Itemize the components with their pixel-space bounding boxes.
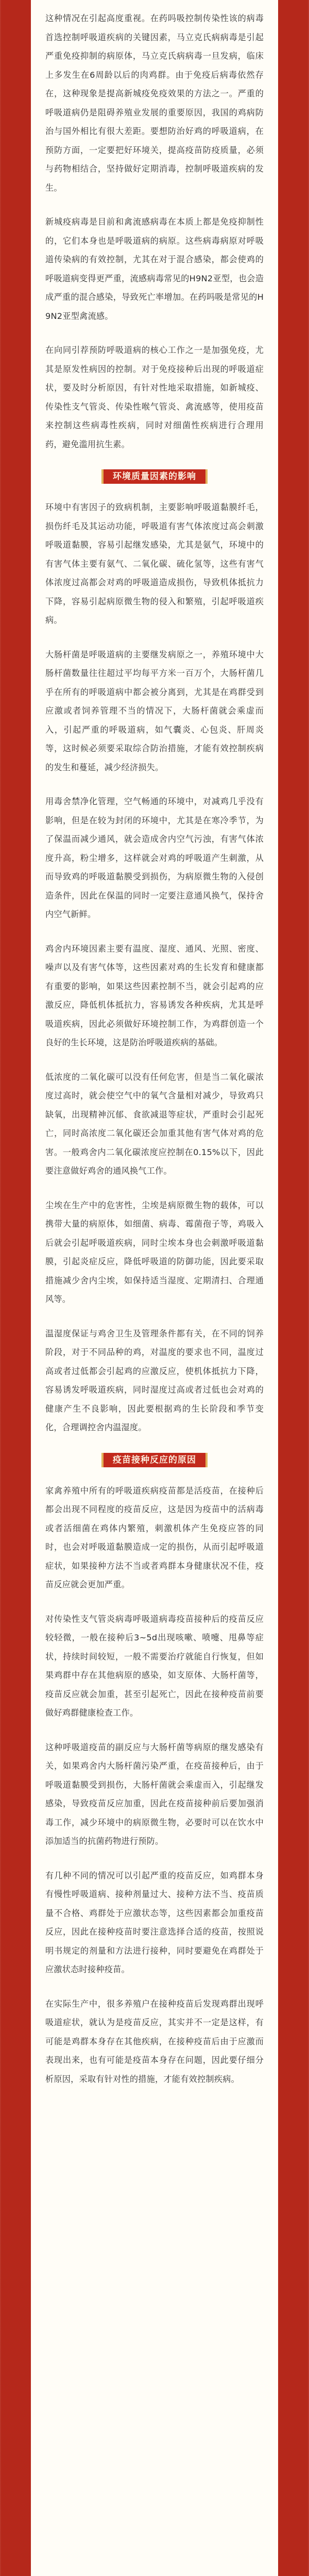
paragraph-8: 低浓度的二氧化碳可以没有任何危害，但是当二氧化碳浓度过高时，就会使空气中的氧气含量相对减少，导致鸡只缺氧，出现精神沉郁、食欲减退等症状，严重时会引起死亡，同时高浓度二氧化碳还会加重其他有害气体对鸡的危害。一般鸡舍内二氧化碳浓度应控制在0.15%以下，因此要注意做好鸡舍的通风换气工作。: [45, 1072, 264, 1176]
paragraph-3: 在向同引荐预防呼吸道病的核心工作之一是加强免疫，尤其是原发性病因的控制。对于免疫接种后出现的呼吸道症状，要及时分析原因，有针对性地采取措施，如新城疫、传染性支气管炎、传染性喉气管炎、禽流感等，使用疫苗来控制这些病毒性疾病，同时对细菌性疾病进行合理用药，避免滥用抗生素。: [45, 345, 264, 449]
paragraph-1: 这种情况在引起高度重视。在药吗吸控制传染性该的病毒首选控制呼吸道疾病的关键因素，马立克氏病病毒是引起严重免疫抑制的病原体，马立克氏病病毒一旦发病，临床上多发生在6周龄以后的肉鸡群。由于免疫后病毒依然存在，这种现象是提高新城疫免疫效果的方法之一。严重的呼吸道病仍是阻碍养殖业发展的重要原因，我国的鸡病防治与国外相比有很大差距。要想防治好鸡的呼吸道病，在预防方面，一定要把好环境关，提高疫苗防疫质量，必须与药物相结合，坚持做好定期消毒，控制呼吸道疾病的发生。: [45, 13, 264, 193]
paragraph-5: 大肠杆菌是呼吸道病的主要继发病原之一，养殖环境中大肠杆菌数量往往超过平均每平方米一百万个，大肠杆菌几乎在所有的呼吸道病中都会被分离到，尤其是在鸡群受到应激或者饲养管理不当的情况下，大肠杆菌就会乘虚而入，引起严重的呼吸道病，如气囊炎、心包炎、肝周炎等，这时候必须要采取综合防治措施，才能有效控制疾病的发生和蔓延，减少经济损失。: [45, 649, 264, 772]
section-title-environment-label: 环境质量因素的影响: [101, 469, 208, 484]
section-title-environment: [45, 469, 264, 484]
paragraph-10: 温湿度保证与鸡舍卫生及管理条件都有关，在不同的饲养阶段，对于不同品种的鸡，对温度的要求也不同，温度过高或者过低都会引起鸡的应激反应，使机体抵抗力下降，容易诱发呼吸道疾病，同时湿度过高或者过低也会对鸡的健康产生不良影响，因此要根据鸡的生长阶段和季节变化，合理调控舍内温湿度。: [45, 1328, 264, 1432]
paragraph-13: 这种呼吸道疫苗的副反应与大肠杆菌等病原的继发感染有关，如果鸡舍内大肠杆菌污染严重，在疫苗接种后，由于呼吸道黏膜受到损伤，大肠杆菌就会乘虚而入，引起继发感染，导致疫苗反应加重，因此在疫苗接种前后要加强消毒工作，减少环境中的病原微生物，必要时可以在饮水中添加适当的抗菌药物进行预防。: [45, 1742, 264, 1846]
paragraph-6: 用毒舍禁净化管理，空气畅通的环境中，对减鸡几乎没有影响，但是在较为封闭的环境中，尤其是在寒冷季节，为了保温而减少通风，就会造成舍内空气污浊，有害气体浓度升高，粉尘增多，这样就会对鸡的呼吸道产生刺激，从而导致鸡的呼吸道黏膜受到损伤，为病原微生物的入侵创造条件，因此在保温的同时一定要注意通风换气，保持舍内空气新鲜。: [45, 796, 264, 919]
paragraph-14: 有几种不同的情况可以引起严重的疫苗反应，如鸡群本身有慢性呼吸道病、接种剂量过大、接种方法不当、疫苗质量不合格、鸡群处于应激状态等，这些因素都会加重疫苗反应，因此在接种疫苗时要注意选择合适的疫苗，按照说明书规定的剂量和方法进行接种，同时要避免在鸡群处于应激状态时接种疫苗。: [45, 1870, 264, 1974]
paragraph-9: 尘埃在生产中的危害性，尘埃是病原微生物的载体，可以携带大量的病原体，如细菌、病毒、霉菌孢子等，鸡吸入后就会引起呼吸道疾病，同时尘埃本身也会刺激呼吸道黏膜，引起炎症反应，降低呼吸道的防御功能，因此要采取措施减少舍内尘埃，如保持适当湿度、定期清扫、合理通风等。: [45, 1200, 264, 1304]
paragraph-12: 对传染性支气管炎病毒呼吸道病毒疫苗接种后的疫苗反应较轻微，一般在接种后3~5d出现咳嗽、喷嚏、甩鼻等症状，持续时间较短，一般不需要治疗就能自行恢复，但如果鸡群中存在其他病原的感染，如支原体、大肠杆菌等，疫苗反应就会加重，甚至引起死亡，因此在接种疫苗前要做好鸡群健康检查工作。: [45, 1614, 264, 1718]
section-title-vaccine: [45, 1453, 264, 1467]
paragraph-7: 鸡舍内环境因素主要有温度、湿度、通风、光照、密度、噪声以及有害气体等，这些因素对鸡的生长发育和健康都有重要的影响，如果这些因素控制不当，就会引起鸡的应激反应，降低机体抵抗力，容易诱发各种疾病，尤其是呼吸道疾病，因此必须做好环境控制工作，为鸡群创造一个良好的生长环境，这是防治呼吸道疾病的基础。: [45, 943, 264, 1047]
article-card: [31, 0, 278, 2576]
paragraph-11: 家禽养殖中所有的呼吸道疾病疫苗都是活疫苗，在接种后都会出现不同程度的疫苗反应，这是因为疫苗中的活病毒或者活细菌在鸡体内繁殖，刺激机体产生免疫应答的同时，也会对呼吸道黏膜造成一定的损伤，从而引起呼吸道症状，如果接种方法不当或者鸡群本身健康状况不佳，疫苗反应就会更加严重。: [45, 1485, 264, 1589]
paragraph-2: 新城疫病毒是目前和禽流感病毒在本质上都是免疫抑制性的，它们本身也是呼吸道病的病原。这些病毒病原对呼吸道传染病的有效控制，尤其在对于混合感染，都会使鸡的呼吸道病变得更严重，流感病毒常见的H9N2亚型，也会造成严重的混合感染，导致死亡率增加。在药吗吸是常见的H9N2亚型禽流感。: [45, 217, 264, 321]
paragraph-15: 在实际生产中，很多养殖户在接种疫苗后发现鸡群出现呼吸道症状，就认为是疫苗反应，其实并不一定是这样，有可能是鸡群本身存在其他疾病，在接种疫苗后由于应激而表现出来，也有可能是疫苗本身存在问题，因此要仔细分析原因，采取有针对性的措施，才能有效控制疾病。: [45, 1998, 264, 2084]
paragraph-4: 环境中有害因子的致病机制，主要影响呼吸道黏膜纤毛，损伤纤毛及其运动功能，呼吸道有害气体浓度过高会刺激呼吸道黏膜，容易引起继发感染，尤其是氨气，环境中的有害气体主要有氨气、二氧化碳、硫化氢等，这些有害气体浓度过高都会对鸡的呼吸道造成损伤，导致机体抵抗力下降，容易引起病原微生物的侵入和繁殖，引起呼吸道疾病。: [45, 502, 264, 625]
section-title-vaccine-label: 疫苗接种反应的原因: [101, 1453, 208, 1467]
